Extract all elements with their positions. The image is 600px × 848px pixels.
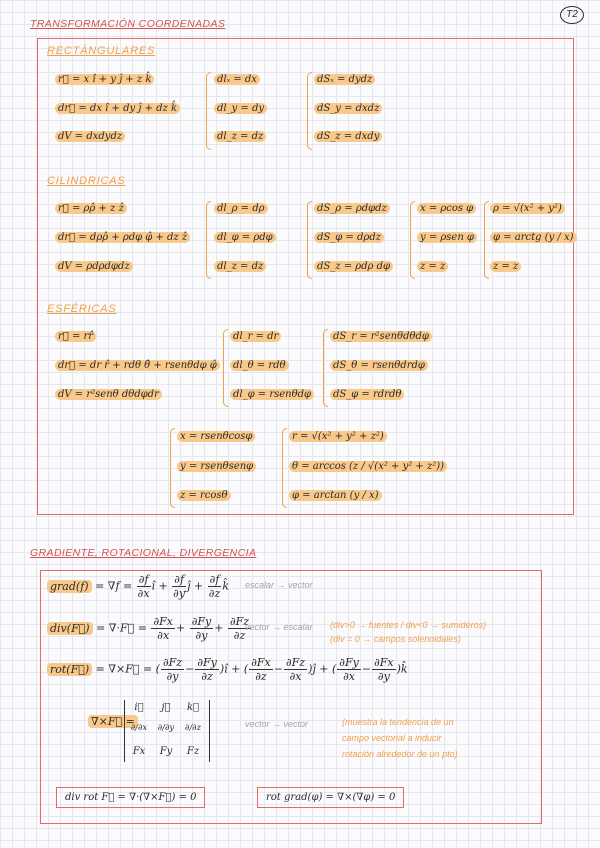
brace [307, 72, 312, 150]
cil-y: y = ρsen φ [417, 232, 477, 243]
det-cell: i⃗ [134, 702, 144, 713]
div-extra-2: (div = 0 → campos solenoidales) [330, 634, 461, 644]
brace [170, 428, 175, 508]
cil-dl-z: dl_z = dz [214, 261, 266, 272]
cil-dl-rho: dl_ρ = dρ [214, 203, 268, 214]
identity-div-rot: div rot F⃗ = ∇·(∇×F⃗) = 0 [56, 787, 205, 808]
grad-note: escalar → vector [245, 580, 313, 590]
brace [410, 201, 415, 279]
esf-position: r⃗ = rr̂ [55, 331, 96, 342]
rect-volume: dV = dxdydz [55, 131, 125, 142]
page-badge: T2 [560, 6, 584, 24]
det-cell: Fz [186, 746, 200, 757]
esf-ds-r: dS_r = r²senθdθdφ [330, 331, 432, 342]
rect-dl-y: dl_y = dy [214, 103, 267, 114]
rect-ds-z: dS_z = dxdy [314, 131, 382, 142]
grad-row: grad(f) = ∇f = $\frac{\partial f}{\partial x}$ î + $\frac{\partial f}{\partial y}$ ĵ + $\frac{\partial f}{\partial z}$ k̂ [47, 573, 229, 600]
section-rectangulares: RECTÁNGULARES [47, 45, 156, 57]
det-explain-1: (muestra la tendencia de un [342, 717, 454, 727]
brace [206, 72, 211, 150]
cil-rho: ρ = √(x² + y²) [490, 203, 565, 214]
esf-dl-theta: dl_θ = rdθ [230, 360, 289, 371]
div-note: vector → escalar [245, 622, 313, 632]
cil-z: z = z [417, 261, 448, 272]
det-cell: ∂/∂z [184, 723, 202, 733]
cil-x: x = ρcos φ [417, 203, 476, 214]
cil-z-inv: z = z [490, 261, 521, 272]
cil-phi: φ = arctg (y / x) [490, 232, 577, 243]
det-cell: k⃗ [186, 702, 200, 713]
esf-r: r = √(x² + y² + z²) [289, 431, 387, 442]
det-note: vector → vector [245, 719, 309, 729]
brace [206, 201, 211, 279]
cil-ds-phi: dS_φ = dρdz [314, 232, 384, 243]
section-esfericas: ESFÉRICAS [47, 303, 117, 315]
brace [307, 201, 312, 279]
esf-y: y = rsenθsenφ [177, 461, 256, 472]
brace [282, 428, 287, 508]
det-explain-2: campo vectorial a inducir [342, 733, 442, 743]
esf-z: z = rcosθ [177, 490, 231, 501]
div-row: div(F⃗) = ∇·F⃗ = $\frac{\partial Fx}{\partial x}$ + $\frac{\partial Fy}{\partial y}$ + $\frac{\partial Fz}{\partial z}$ [47, 615, 252, 642]
esf-dl-r: dl_r = dr [230, 331, 281, 342]
det-cell: ∂/∂x [130, 723, 148, 733]
esf-volume: dV = r²senθ dθdφdr [55, 389, 162, 400]
esf-theta: θ = arccos (z / √(x² + y² + z²)) [289, 461, 447, 472]
rect-dl-z: dl_z = dz [214, 131, 266, 142]
section-cilindricas: CILINDRICAS [47, 175, 126, 187]
det-explain-3: rotación alrededor de un pto) [342, 749, 458, 759]
brace [323, 329, 328, 407]
det-cell: Fy [159, 746, 173, 757]
identity-rot-grad: rot grad(φ) = ∇×(∇φ) = 0 [257, 787, 404, 808]
esf-dl-phi: dl_φ = rsenθdφ [230, 389, 314, 400]
rect-ds-y: dS_y = dxdz [314, 103, 382, 114]
esf-ds-phi: dS_φ = rdrdθ [330, 389, 404, 400]
brace [223, 329, 228, 407]
rect-ds-x: dSₓ = dydz [314, 74, 375, 85]
cil-ds-rho: dS_ρ = ρdφdz [314, 203, 390, 214]
section-title-gradiente: GRADIENTE, ROTACIONAL, DIVERGENCIA [30, 547, 257, 559]
rect-differential: dr⃗ = dx î + dy ĵ + dz k̂ [55, 103, 180, 114]
cil-position: r⃗ = ρρ̂ + z ẑ [55, 203, 127, 214]
det-cell: j⃗ [161, 702, 171, 713]
cil-ds-z: dS_z = ρdρ dφ [314, 261, 393, 272]
div-extra-1: (div>0 → fuentes / div<0 → sumideros) [330, 620, 487, 630]
rect-position: r⃗ = x î + y ĵ + z k̂ [55, 74, 154, 85]
cil-differential: dr⃗ = dρρ̂ + ρdφ φ̂ + dz ẑ [55, 232, 190, 243]
brace [484, 201, 489, 279]
operators-box [40, 570, 542, 824]
page-title: TRANSFORMACIÓN COORDENADAS [30, 18, 226, 30]
esf-differential: dr⃗ = dr r̂ + rdθ θ̂ + rsenθdφ φ̂ [55, 360, 220, 371]
cil-dl-phi: dl_φ = ρdφ [214, 232, 276, 243]
rot-row: rot(F⃗) = ∇×F⃗ = ( $\frac{\partial Fz}{\partial y}$ − $\frac{\partial Fy}{\partial z}$ )î + ( $\frac{\partial Fx}{\partial z}$ − $\frac{\partial Fz}{\partial x}$ )ĵ + ( $\frac{\partial Fy}{\partial x}$ − $\frac{\partial Fx}{\partial y}$ )k̂ [47, 656, 408, 683]
esf-x: x = rsenθcosφ [177, 431, 255, 442]
rect-dl-x: dlₓ = dx [214, 74, 260, 85]
cil-volume: dV = ρdρdφdz [55, 261, 133, 272]
esf-phi: φ = arctan (y / x) [289, 490, 382, 501]
det-cell: Fx [132, 746, 146, 757]
esf-ds-theta: dS_θ = rsenθdrdφ [330, 360, 428, 371]
det-cell: ∂/∂y [157, 723, 175, 733]
det-lhs: ∇×F⃗ = [88, 715, 138, 728]
